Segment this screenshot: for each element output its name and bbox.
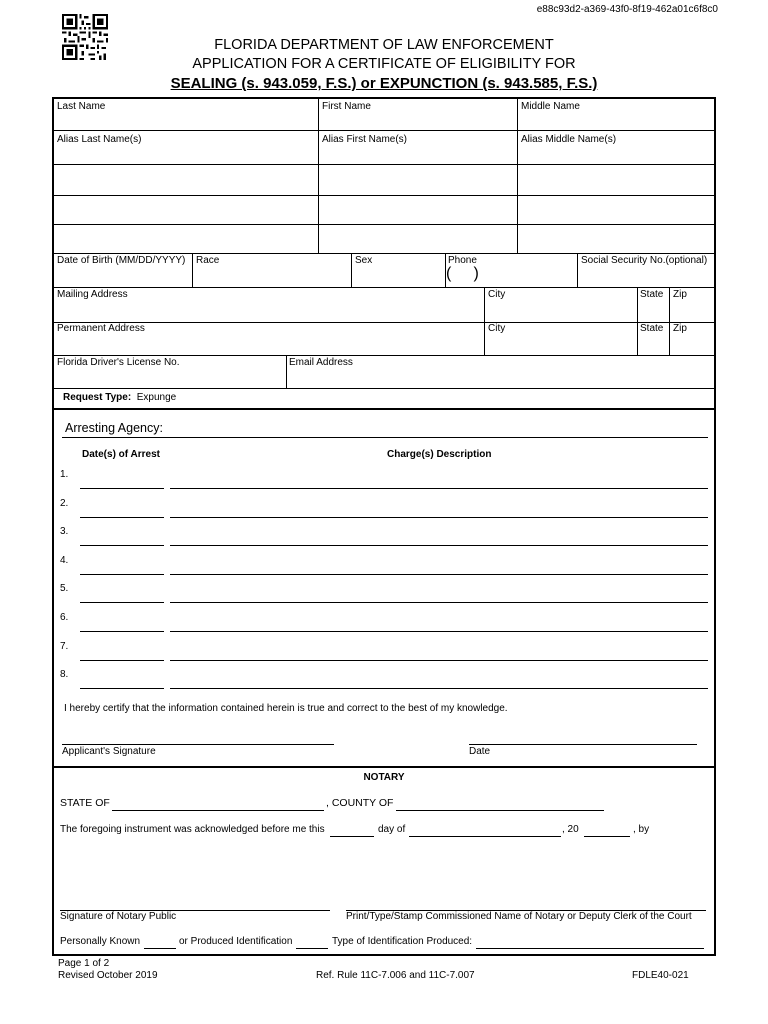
date-label: Date xyxy=(469,746,491,757)
mailing-city-label: City xyxy=(488,289,506,300)
document-id: e88c93d2-a369-43f0-8f19-462a01c6f8c0 xyxy=(536,4,718,15)
arrest-date-line[interactable] xyxy=(80,631,164,632)
charge-description-line[interactable] xyxy=(170,688,708,689)
dob-label: Date of Birth (MM/DD/YYYY) xyxy=(57,255,186,266)
notary-day-line[interactable] xyxy=(330,836,374,837)
arrest-date-line[interactable] xyxy=(80,574,164,575)
sex-label: Sex xyxy=(355,255,373,266)
rule-reference: Ref. Rule 11C-7.006 and 11C-7.007 xyxy=(316,970,475,981)
arrest-date-line[interactable] xyxy=(80,545,164,546)
charge-description-line[interactable] xyxy=(170,488,708,489)
phone-label: Phone xyxy=(448,255,477,266)
day-of-label: day of xyxy=(378,824,406,835)
arrest-row xyxy=(54,555,714,575)
arrest-row-number: 2. xyxy=(60,498,69,509)
notary-print-name-label: Print/Type/Stamp Commissioned Name of Notary or Deputy Clerk of the Court xyxy=(346,911,692,922)
arrest-date-line[interactable] xyxy=(80,602,164,603)
by-label: , by xyxy=(633,824,650,835)
mailing-address-label: Mailing Address xyxy=(57,289,128,300)
alias-first-name-label: Alias First Name(s) xyxy=(322,134,408,145)
permanent-city-label: City xyxy=(488,323,506,334)
revised-date: Revised October 2019 xyxy=(58,970,158,981)
arresting-agency-label: Arresting Agency: xyxy=(65,421,163,435)
charge-description-line[interactable] xyxy=(170,574,708,575)
notary-state-line[interactable] xyxy=(112,810,324,811)
county-of-label: , COUNTY OF xyxy=(326,797,394,809)
charge-description-line[interactable] xyxy=(170,631,708,632)
applicant-signature-label: Applicant's Signature xyxy=(62,746,156,757)
arrest-row xyxy=(54,469,714,489)
arrest-row-number: 8. xyxy=(60,669,69,680)
notary-county-line[interactable] xyxy=(396,810,604,811)
arrest-row-number: 5. xyxy=(60,583,69,594)
alias-middle-name-label: Alias Middle Name(s) xyxy=(521,134,617,145)
personally-known-label: Personally Known xyxy=(60,936,141,947)
race-label: Race xyxy=(196,255,220,266)
notary-year-line[interactable] xyxy=(584,836,630,837)
notary-signature-label: Signature of Notary Public xyxy=(60,911,177,922)
first-name-label: First Name xyxy=(322,101,371,112)
arrest-row-number: 6. xyxy=(60,612,69,623)
alias-last-name-label: Alias Last Name(s) xyxy=(57,134,142,145)
title-application: APPLICATION FOR A CERTIFICATE OF ELIGIBILITY FOR xyxy=(192,56,576,72)
charge-description-line[interactable] xyxy=(170,660,708,661)
arrest-row-number: 1. xyxy=(60,469,69,480)
permanent-address-label: Permanent Address xyxy=(57,323,145,334)
application-form xyxy=(52,97,716,956)
drivers-license-label: Florida Driver's License No. xyxy=(57,357,180,368)
arrest-date-line[interactable] xyxy=(80,488,164,489)
title-agency: FLORIDA DEPARTMENT OF LAW ENFORCEMENT xyxy=(214,37,554,53)
arrest-row xyxy=(54,498,714,518)
arrest-row-number: 3. xyxy=(60,526,69,537)
arrest-row-number: 7. xyxy=(60,641,69,652)
arrest-row xyxy=(54,641,714,661)
id-type-line[interactable] xyxy=(476,948,704,949)
date-line[interactable] xyxy=(469,744,697,745)
arrest-date-line[interactable] xyxy=(80,517,164,518)
request-type xyxy=(63,392,176,403)
applicant-signature-line[interactable] xyxy=(62,744,334,745)
form-number: FDLE40-021 xyxy=(632,970,689,981)
request-type-value: Expunge xyxy=(136,392,177,403)
state-of-label: STATE OF xyxy=(60,797,110,809)
ssn-label: Social Security No.(optional) xyxy=(581,255,708,266)
form-title xyxy=(0,36,768,93)
mailing-zip-label: Zip xyxy=(673,289,687,300)
id-type-label: Type of Identification Produced: xyxy=(332,936,473,947)
page-number: Page 1 of 2 xyxy=(58,958,110,969)
charge-description-line[interactable] xyxy=(170,545,708,546)
arrest-row xyxy=(54,669,714,689)
notary-heading: NOTARY xyxy=(363,772,405,783)
acknowledged-text: The foregoing instrument was acknowledged before me this xyxy=(60,824,325,835)
email-address-label: Email Address xyxy=(289,357,353,368)
middle-name-label: Middle Name xyxy=(521,101,580,112)
produced-id-line[interactable] xyxy=(296,948,328,949)
arrest-dates-header: Date(s) of Arrest xyxy=(82,449,160,460)
certification-statement: I hereby certify that the information contained herein is true and correct to the best of my knowledge. xyxy=(64,703,508,714)
title-statutes: SEALING (s. 943.059, F.S.) or EXPUNCTION (s. 943.585, F.S.) xyxy=(170,75,598,92)
arrest-row xyxy=(54,526,714,546)
charge-description-line[interactable] xyxy=(170,517,708,518)
phone-area-code-parens: ( ) xyxy=(446,265,479,282)
arrest-date-line[interactable] xyxy=(80,688,164,689)
charge-description-line[interactable] xyxy=(170,602,708,603)
last-name-label: Last Name xyxy=(57,101,106,112)
permanent-state-label: State xyxy=(640,323,664,334)
personally-known-line[interactable] xyxy=(144,948,176,949)
produced-id-label: or Produced Identification xyxy=(179,936,293,947)
arrest-row-number: 4. xyxy=(60,555,69,566)
permanent-zip-label: Zip xyxy=(673,323,687,334)
mailing-state-label: State xyxy=(640,289,664,300)
arrest-row xyxy=(54,583,714,603)
charges-description-header: Charge(s) Description xyxy=(387,449,492,460)
request-type-label: Request Type: xyxy=(63,392,132,403)
year-prefix-label: , 20 xyxy=(562,824,579,835)
arrest-date-line[interactable] xyxy=(80,660,164,661)
notary-month-line[interactable] xyxy=(409,836,561,837)
arrest-row xyxy=(54,612,714,632)
